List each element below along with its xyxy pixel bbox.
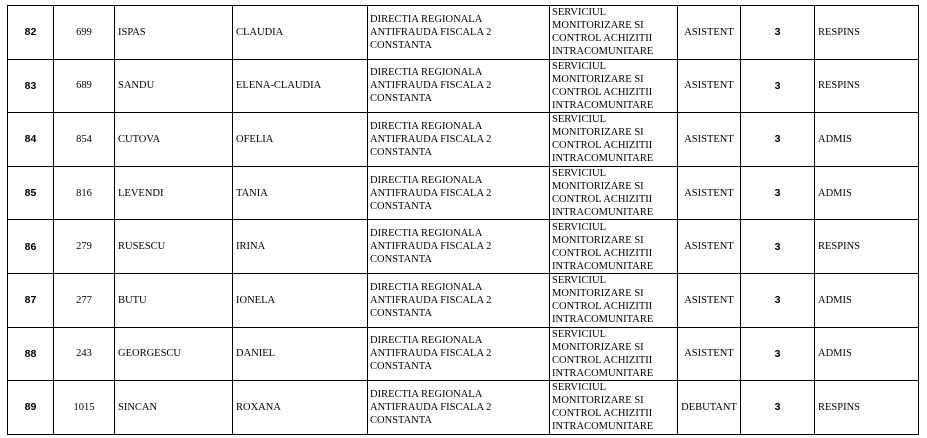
directorate-cell [368,59,550,113]
row-number-cell [8,113,54,167]
position: DEBUTANT [681,401,737,413]
row-number-cell [8,273,54,327]
first-name: ELENA-CLAUDIA [236,80,322,92]
service: SERVICIUL MONITORIZARE SI CONTROL ACHIZITII INTRACOMUNITARE [552,168,654,219]
row-number: 86 [24,240,37,253]
service: SERVICIUL MONITORIZARE SI CONTROL ACHIZITII INTRACOMUNITARE [552,114,654,165]
first-name: CLAUDIA [236,26,284,38]
last-name-cell [115,327,233,381]
last-name-cell [115,166,233,220]
result-cell [815,220,919,274]
directorate: DIRECTIA REGIONALA ANTIFRAUDA FISCALA 2 CONSTANTA [370,388,492,426]
candidate-code-cell [54,6,115,60]
directorate-cell [368,220,550,274]
last-name: SANDU [118,80,155,92]
row-number-cell [8,220,54,274]
table-row [8,6,919,60]
position: ASISTENT [684,26,734,38]
directorate: DIRECTIA REGIONALA ANTIFRAUDA FISCALA 2 CONSTANTA [370,335,492,373]
row-number: 87 [24,294,37,307]
table-row [8,166,919,220]
candidate-code-cell [54,220,115,274]
row-number: 85 [24,187,37,200]
table-row [8,273,919,327]
last-name-cell [115,59,233,113]
first-name-cell [233,273,368,327]
directorate-cell [368,327,550,381]
grade: 3 [774,26,781,39]
first-name: IRINA [236,241,266,253]
last-name-cell [115,6,233,60]
service: SERVICIUL MONITORIZARE SI CONTROL ACHIZITII INTRACOMUNITARE [552,7,654,58]
row-number: 89 [24,401,37,414]
service-cell [550,113,678,167]
position: ASISTENT [684,80,734,92]
row-number: 83 [24,79,37,92]
candidate-code-cell [54,59,115,113]
service-cell [550,166,678,220]
table-row [8,113,919,167]
result: ADMIS [818,294,852,306]
last-name: BUTU [118,294,147,306]
directorate: DIRECTIA REGIONALA ANTIFRAUDA FISCALA 2 CONSTANTA [370,120,492,158]
service-cell [550,6,678,60]
last-name: CUTOVA [118,133,161,145]
candidate-code: 277 [76,294,92,306]
last-name: LEVENDI [118,187,164,199]
candidate-code-cell [54,113,115,167]
service: SERVICIUL MONITORIZARE SI CONTROL ACHIZITII INTRACOMUNITARE [552,221,654,272]
service-cell [550,327,678,381]
last-name-cell [115,273,233,327]
service-cell [550,59,678,113]
last-name: RUSESCU [118,241,166,253]
directorate-cell [368,166,550,220]
first-name: OFELIA [236,133,274,145]
last-name: SINCAN [118,401,158,413]
service: SERVICIUL MONITORIZARE SI CONTROL ACHIZITII INTRACOMUNITARE [552,328,654,379]
directorate: DIRECTIA REGIONALA ANTIFRAUDA FISCALA 2 CONSTANTA [370,174,492,212]
result-cell [815,6,919,60]
directorate-cell [368,273,550,327]
result-cell [815,59,919,113]
grade-cell [741,220,815,274]
grade-cell [741,6,815,60]
last-name: GEORGESCU [118,348,182,360]
result: ADMIS [818,187,852,199]
candidate-code-cell [54,166,115,220]
first-name-cell [233,113,368,167]
directorate-cell [368,113,550,167]
position-cell [678,6,741,60]
results-table [7,5,919,435]
last-name-cell [115,113,233,167]
candidate-code: 1015 [73,401,95,413]
first-name: ROXANA [236,401,281,413]
result-cell [815,381,919,435]
row-number-cell [8,166,54,220]
result: RESPINS [818,26,861,38]
row-number: 88 [24,347,37,360]
directorate: DIRECTIA REGIONALA ANTIFRAUDA FISCALA 2 CONSTANTA [370,13,492,51]
position-cell [678,327,741,381]
candidate-code: 689 [76,80,92,92]
first-name: TANIA [236,187,268,199]
grade-cell [741,59,815,113]
last-name-cell [115,220,233,274]
first-name-cell [233,220,368,274]
grade: 3 [774,240,781,253]
directorate-cell [368,381,550,435]
candidate-code: 699 [76,26,92,38]
table-row [8,59,919,113]
result-cell [815,113,919,167]
first-name: IONELA [236,294,276,306]
service: SERVICIUL MONITORIZARE SI CONTROL ACHIZITII INTRACOMUNITARE [552,60,654,111]
result: RESPINS [818,401,861,413]
table-row [8,220,919,274]
last-name-cell [115,381,233,435]
directorate: DIRECTIA REGIONALA ANTIFRAUDA FISCALA 2 CONSTANTA [370,67,492,105]
position: ASISTENT [684,187,734,199]
candidate-code-cell [54,381,115,435]
last-name: ISPAS [118,26,146,38]
row-number-cell [8,59,54,113]
grade: 3 [774,294,781,307]
position: ASISTENT [684,294,734,306]
grade: 3 [774,347,781,360]
table-row [8,381,919,435]
row-number-cell [8,381,54,435]
result: ADMIS [818,133,852,145]
first-name-cell [233,381,368,435]
grade: 3 [774,133,781,146]
candidate-code-cell [54,273,115,327]
service-cell [550,273,678,327]
grade: 3 [774,187,781,200]
candidate-code: 279 [76,241,92,253]
grade-cell [741,327,815,381]
table-row [8,327,919,381]
result: ADMIS [818,348,852,360]
row-number-cell [8,6,54,60]
service-cell [550,381,678,435]
first-name-cell [233,6,368,60]
candidate-code: 854 [76,133,92,145]
position: ASISTENT [684,241,734,253]
candidate-code-cell [54,327,115,381]
position-cell [678,220,741,274]
result: RESPINS [818,241,861,253]
result-cell [815,166,919,220]
row-number-cell [8,327,54,381]
first-name: DANIEL [236,348,276,360]
row-number: 84 [24,133,37,146]
grade-cell [741,166,815,220]
position-cell [678,113,741,167]
position: ASISTENT [684,348,734,360]
result: RESPINS [818,80,861,92]
grade-cell [741,381,815,435]
directorate: DIRECTIA REGIONALA ANTIFRAUDA FISCALA 2 CONSTANTA [370,228,492,266]
position-cell [678,381,741,435]
directorate: DIRECTIA REGIONALA ANTIFRAUDA FISCALA 2 CONSTANTA [370,281,492,319]
first-name-cell [233,166,368,220]
position-cell [678,273,741,327]
position: ASISTENT [684,133,734,145]
result-cell [815,273,919,327]
directorate-cell [368,6,550,60]
first-name-cell [233,327,368,381]
grade-cell [741,273,815,327]
position-cell [678,166,741,220]
service: SERVICIUL MONITORIZARE SI CONTROL ACHIZITII INTRACOMUNITARE [552,275,654,326]
service: SERVICIUL MONITORIZARE SI CONTROL ACHIZITII INTRACOMUNITARE [552,382,654,433]
row-number: 82 [24,26,37,39]
position-cell [678,59,741,113]
grade: 3 [774,79,781,92]
result-cell [815,327,919,381]
grade-cell [741,113,815,167]
grade: 3 [774,401,781,414]
candidate-code: 243 [76,348,92,360]
service-cell [550,220,678,274]
candidate-code: 816 [76,187,92,199]
first-name-cell [233,59,368,113]
